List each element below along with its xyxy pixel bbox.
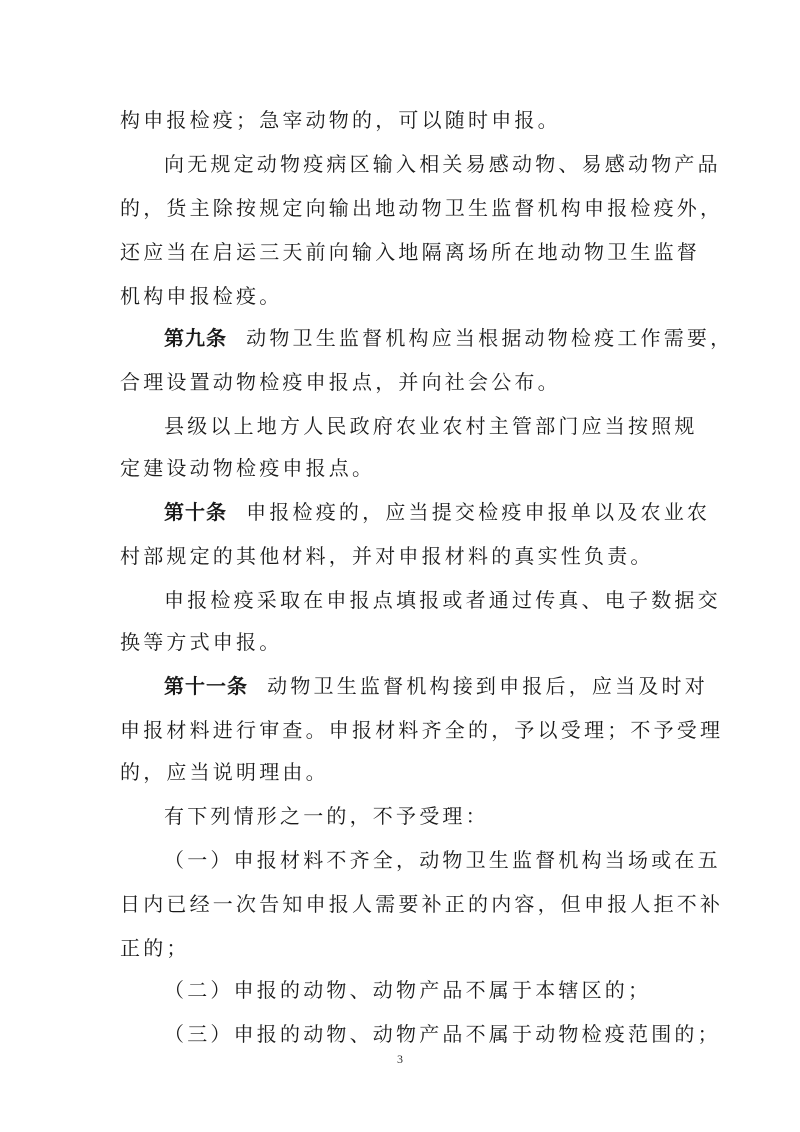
article-line: 第九条 动物卫生监督机构应当根据动物检疫工作需要， xyxy=(164,326,734,350)
text-line: 正的； xyxy=(120,936,190,960)
text-line: 县级以上地方人民政府农业农村主管部门应当按照规 xyxy=(164,414,698,438)
text-line: 日内已经一次告知申报人需要补正的内容，但申报人拒不补 xyxy=(120,892,724,916)
article-heading: 第十条 xyxy=(164,500,227,524)
text-line: 村部规定的其他材料，并对申报材料的真实性负责。 xyxy=(120,544,654,568)
text-line: 的，货主除按规定向输出地动物卫生监督机构申报检疫外， xyxy=(120,196,724,220)
text-line: （一）申报材料不齐全，动物卫生监督机构当场或在五 xyxy=(164,848,721,872)
text-line: 机构申报检疫。 xyxy=(120,284,283,308)
text-line: （三）申报的动物、动物产品不属于动物检疫范围的； xyxy=(164,1022,721,1046)
text-line: 还应当在启运三天前向输入地隔离场所在地动物卫生监督 xyxy=(120,240,700,264)
text-line: 申报检疫采取在申报点填报或者通过传真、电子数据交 xyxy=(164,588,721,612)
text-line: （二）申报的动物、动物产品不属于本辖区的； xyxy=(164,978,652,1002)
article-line: 第十条 申报检疫的，应当提交检疫申报单以及农业农 xyxy=(164,500,711,524)
text-line: 定建设动物检疫申报点。 xyxy=(120,456,376,480)
text-line: 合理设置动物检疫申报点，并向社会公布。 xyxy=(120,370,561,394)
text-line: 向无规定动物疫病区输入相关易感动物、易感动物产品 xyxy=(164,152,721,176)
article-line: 第十一条 动物卫生监督机构接到申报后，应当及时对 xyxy=(164,674,708,698)
text-line: 换等方式申报。 xyxy=(120,630,283,654)
text-line: 的，应当说明理由。 xyxy=(120,760,329,784)
page-number: 3 xyxy=(397,1052,403,1066)
text-line: 有下列情形之一的，不予受理： xyxy=(164,804,489,828)
article-heading: 第九条 xyxy=(164,326,227,350)
text-line: 申报材料进行审查。申报材料齐全的，予以受理；不予受理 xyxy=(120,718,724,742)
text-line: 构申报检疫；急宰动物的，可以随时申报。 xyxy=(120,108,561,132)
article-heading: 第十一条 xyxy=(164,674,248,698)
